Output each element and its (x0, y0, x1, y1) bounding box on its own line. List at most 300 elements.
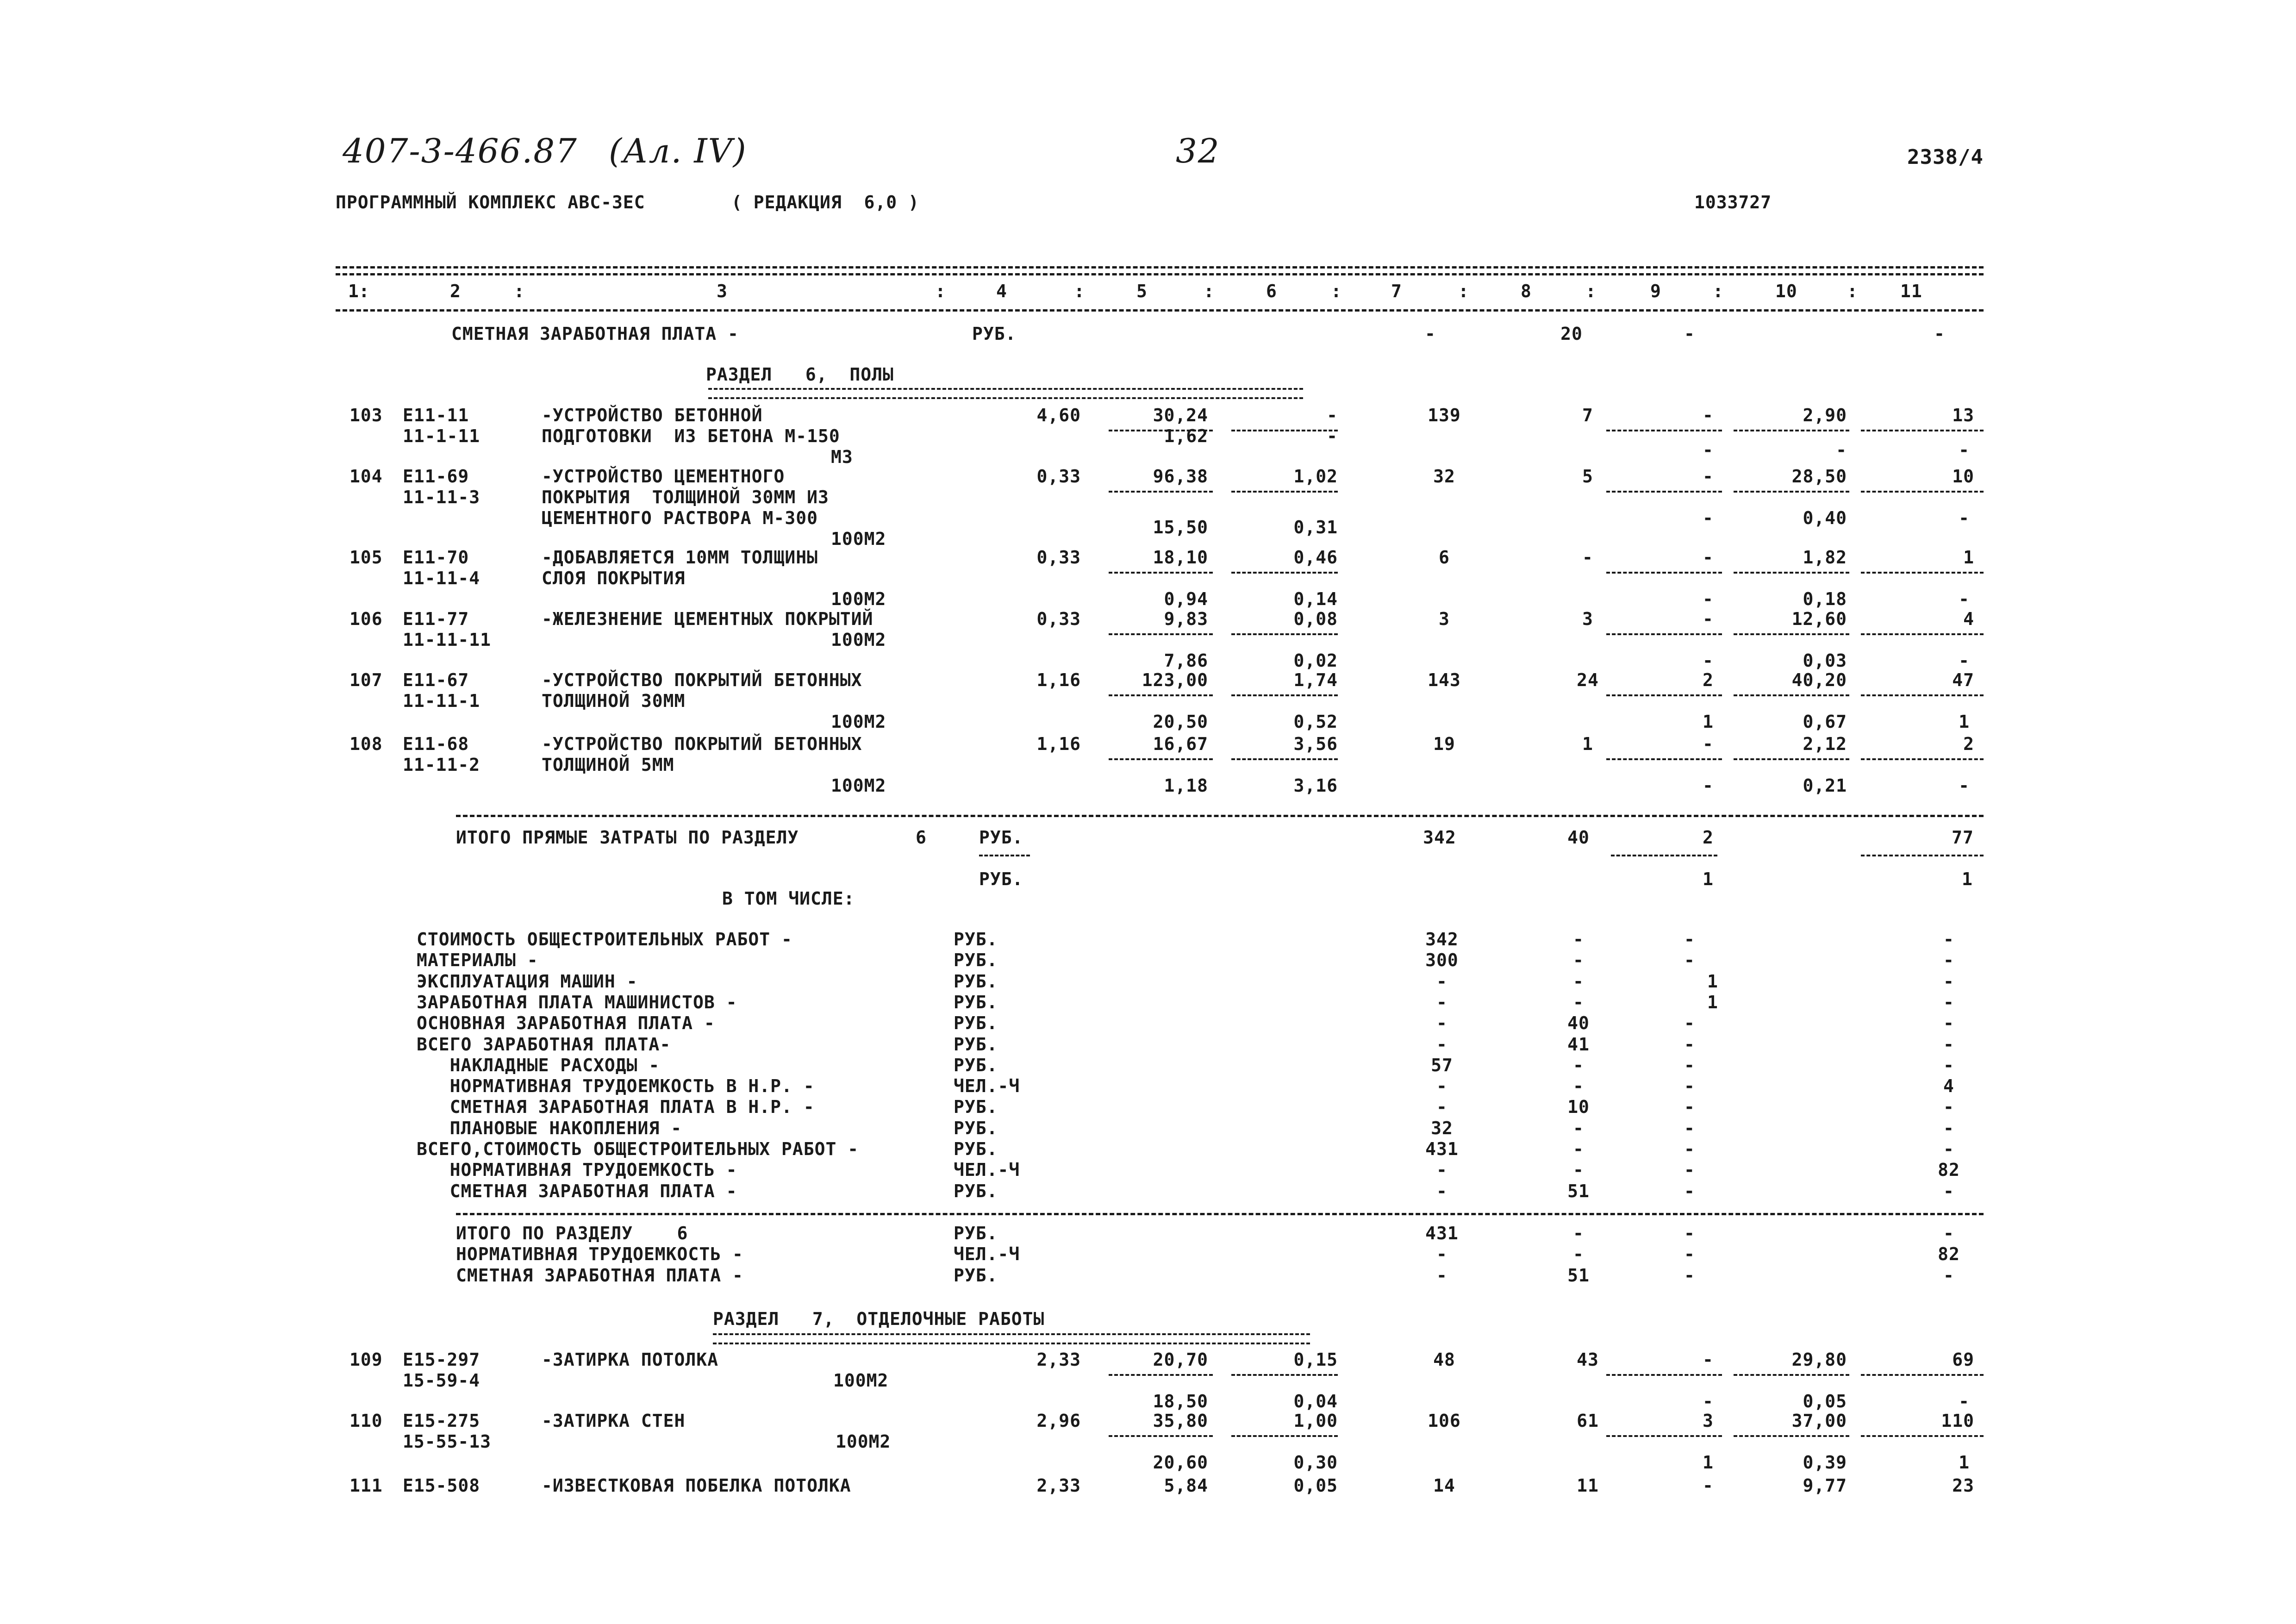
unit-cost-wage: 20,60 (1153, 1452, 1208, 1473)
cell-rule (1109, 572, 1213, 574)
unit-cost-machinist-wage: 0,30 (1293, 1452, 1338, 1473)
row-number: 110 (349, 1411, 383, 1431)
norm-code-ref: 11-11-2 (403, 755, 480, 775)
unit-rule (979, 855, 1030, 856)
unit-cost-machinist-wage: 0,14 (1293, 589, 1338, 609)
total-cost: 14 (1433, 1475, 1455, 1496)
work-description-line: -УСТРОЙСТВО ПОКРЫТИЙ БЕТОННЫХ (542, 734, 862, 754)
total-cost: 32 (1433, 466, 1455, 487)
cell-rule (1606, 430, 1722, 431)
work-description-line: -ЗАТИРКА ПОТОЛКА (542, 1349, 719, 1370)
breakdown-c9: - (1684, 1181, 1695, 1201)
unit-cost-machinist-wage: - (1327, 426, 1338, 446)
labour-machinist-unit: - (1836, 440, 1847, 460)
col-sep: : (1847, 281, 1858, 301)
cell-rule (1231, 758, 1338, 760)
breakdown-unit: РУБ. (954, 992, 998, 1012)
cell-rule (1606, 694, 1722, 696)
breakdown-c11: - (1943, 1181, 1954, 1201)
row-number: 107 (349, 670, 383, 690)
total-cost: 6 (1439, 547, 1450, 568)
total-wage: 1 (1582, 734, 1593, 754)
section-total-unit: РУБ. (954, 1265, 998, 1286)
breakdown-label: ЭКСПЛУАТАЦИЯ МАШИН - (417, 971, 638, 992)
labour-total: 4 (1963, 609, 1974, 629)
total-c11-2: 1 (1962, 869, 1973, 889)
total-c8: 40 (1567, 827, 1590, 848)
breakdown-unit: РУБ. (954, 1097, 998, 1118)
cell-rule (1861, 1435, 1984, 1437)
breakdown-c10: 1 (1707, 992, 1718, 1012)
cell-rule (1606, 572, 1722, 574)
row-number: 104 (349, 466, 383, 487)
cell-rule (1734, 1374, 1849, 1376)
labour-machinist-unit: 0,03 (1803, 650, 1847, 671)
quantity: 0,33 (1036, 466, 1081, 487)
breakdown-c9: - (1684, 1097, 1695, 1118)
cell-rule (1109, 1374, 1213, 1376)
breakdown-label: ЗАРАБОТНАЯ ПЛАТА МАШИНИСТОВ - (417, 992, 737, 1012)
cell-rule (1734, 758, 1849, 760)
col-sep: : (935, 281, 946, 301)
breakdown-c11: - (1943, 1055, 1954, 1075)
quantity: 1,16 (1036, 734, 1081, 754)
col-sep: : (1074, 281, 1085, 301)
section-total-c7: - (1436, 1244, 1447, 1265)
breakdown-c11: 82 (1938, 1160, 1960, 1181)
breakdown-label: ВСЕГО ЗАРАБОТНАЯ ПЛАТА- (417, 1034, 671, 1055)
section-total-c11: 82 (1938, 1244, 1960, 1265)
norm-code-ref: 11-11-11 (403, 630, 492, 650)
unit-cost-machines: - (1327, 405, 1338, 425)
breakdown-c9: - (1684, 1076, 1695, 1097)
work-description-line: ЦЕМЕНТНОГО РАСТВОРА М-300 (542, 508, 818, 528)
machinist-wage: 1 (1703, 1452, 1714, 1473)
cell-rule (1861, 633, 1984, 635)
breakdown-label: СМЕТНАЯ ЗАРАБОТНАЯ ПЛАТА - (417, 1181, 737, 1201)
norm-code-ref: 11-11-4 (403, 568, 480, 588)
breakdown-label: ВСЕГО,СТОИМОСТЬ ОБЩЕСТРОИТЕЛЬНЫХ РАБОТ - (417, 1139, 859, 1159)
breakdown-c11: - (1943, 992, 1954, 1012)
cell-rule (1861, 1374, 1984, 1376)
breakdown-c9: - (1684, 1055, 1695, 1075)
total-machines: - (1703, 466, 1714, 487)
total-cost: 19 (1433, 734, 1455, 754)
labour-machinist-unit: 0,05 (1803, 1391, 1847, 1412)
labour-per-unit: 2,90 (1803, 405, 1847, 425)
breakdown-label: НОРМАТИВНАЯ ТРУДОЕМКОСТЬ - (417, 1160, 737, 1181)
total-section: 6 (916, 827, 927, 848)
section-total-label: СМЕТНАЯ ЗАРАБОТНАЯ ПЛАТА - (456, 1265, 743, 1286)
norm-code-ref: 11-11-1 (403, 691, 480, 711)
breakdown-c11: - (1943, 1139, 1954, 1159)
work-description-line: -ЖЕЛЕЗНЕНИЕ ЦЕМЕНТНЫХ ПОКРЫТИЙ (542, 609, 873, 629)
cell-rule (1861, 694, 1984, 696)
section-total-c9: - (1684, 1244, 1695, 1265)
cell-rule (1734, 491, 1849, 493)
rule-before-total (456, 815, 1984, 817)
labour-machinist-unit: 0,21 (1803, 775, 1847, 796)
unit-cost-machinist-wage: 0,52 (1293, 712, 1338, 732)
unit-cost-machines: 1,74 (1293, 670, 1338, 690)
work-description-line: СЛОЯ ПОКРЫТИЯ (542, 568, 686, 588)
cell-rule (1109, 633, 1213, 635)
breakdown-c11: - (1943, 1118, 1954, 1138)
labour-machinist-total: - (1959, 589, 1970, 609)
col-sep: : (1458, 281, 1469, 301)
labour-per-unit: 29,80 (1791, 1349, 1847, 1370)
measure-unit: 100М2 (836, 1431, 891, 1452)
total-unit: РУБ. (979, 827, 1023, 848)
unit-cost-total: 96,38 (1153, 466, 1208, 487)
breakdown-c11: 4 (1943, 1076, 1954, 1097)
work-description-line: 100М2 (831, 529, 886, 549)
col-head-8: 8 (1521, 281, 1532, 301)
section-total-c7: 431 (1425, 1223, 1459, 1243)
breakdown-c7: - (1436, 1034, 1447, 1055)
row-number: 111 (349, 1475, 383, 1496)
breakdown-c9: - (1684, 1034, 1695, 1055)
norm-code: Е11-77 (403, 609, 469, 629)
total-machines: - (1703, 609, 1714, 629)
unit-cost-machines: 1,02 (1293, 466, 1338, 487)
breakdown-label: ОСНОВНАЯ ЗАРАБОТНАЯ ПЛАТА - (417, 1013, 715, 1034)
labour-machinist-total: - (1959, 508, 1970, 528)
breakdown-unit: РУБ. (954, 1034, 998, 1055)
breakdown-c7: 300 (1425, 950, 1459, 971)
cell-rule (1231, 430, 1338, 431)
including-heading: В ТОМ ЧИСЛЕ: (722, 888, 855, 909)
section-total-c8: 51 (1567, 1265, 1590, 1286)
norm-code-ref: 15-55-13 (403, 1431, 492, 1452)
breakdown-c7: - (1436, 1160, 1447, 1181)
program-edition: ( РЕДАКЦИЯ 6,0 ) (731, 192, 919, 212)
col-head-3: 3 (717, 281, 728, 301)
total-cost: 48 (1433, 1349, 1455, 1370)
work-description-line: 100М2 (831, 589, 886, 609)
total-wage: 3 (1582, 609, 1593, 629)
cell-rule (1606, 633, 1722, 635)
section-7-title: РАЗДЕЛ 7, ОТДЕЛОЧНЫЕ РАБОТЫ (713, 1309, 1045, 1329)
col-head-1: 1 (348, 281, 359, 301)
breakdown-c8: 51 (1567, 1181, 1590, 1201)
col-head-9: 9 (1650, 281, 1661, 301)
doc-code: 407-3-466.87 (343, 131, 578, 170)
work-description-line: 100М2 (831, 775, 886, 796)
total-unit-2: РУБ. (979, 869, 1023, 889)
breakdown-c8: 41 (1567, 1034, 1590, 1055)
unit-cost-total: 35,80 (1153, 1411, 1208, 1431)
cell-rule (1109, 1435, 1213, 1437)
labour-machinist-total: - (1959, 440, 1970, 460)
breakdown-c7: - (1436, 1013, 1447, 1034)
section-total-unit: ЧЕЛ.-Ч (954, 1244, 1020, 1265)
breakdown-c9: - (1684, 929, 1695, 949)
col-head-10: 10 (1775, 281, 1797, 301)
labour-machinist-total: - (1959, 775, 1970, 796)
breakdown-c8: 40 (1567, 1013, 1590, 1034)
total-wage: 24 (1577, 670, 1599, 690)
cell-rule (1861, 491, 1984, 493)
cell-rule (1231, 694, 1338, 696)
breakdown-c8: - (1573, 950, 1584, 971)
norm-code-ref: 15-59-4 (403, 1370, 480, 1391)
section-total-label: НОРМАТИВНАЯ ТРУДОЕМКОСТЬ - (456, 1244, 743, 1265)
breakdown-label: НОРМАТИВНАЯ ТРУДОЕМКОСТЬ В Н.Р. - (417, 1076, 815, 1097)
breakdown-c11: - (1943, 1013, 1954, 1034)
total-c9-2: 1 (1703, 869, 1714, 889)
row-number: 109 (349, 1349, 383, 1370)
breakdown-unit: РУБ. (954, 1139, 998, 1159)
norm-code-ref: 11-11-3 (403, 487, 480, 507)
col-sep: : (1331, 281, 1342, 301)
norm-code-ref: 11-1-11 (403, 426, 480, 446)
c9-rule (1611, 855, 1717, 856)
total-c7: 342 (1423, 827, 1456, 848)
section-total-c11: - (1943, 1223, 1954, 1243)
document-id: 1033727 (1694, 192, 1772, 212)
cell-rule (1861, 572, 1984, 574)
col-sep: : (514, 281, 525, 301)
total-c9: 2 (1703, 827, 1714, 848)
breakdown-unit: ЧЕЛ.-Ч (954, 1076, 1020, 1097)
row-unit: РУБ. (972, 324, 1017, 344)
breakdown-label: ПЛАНОВЫЕ НАКОПЛЕНИЯ - (417, 1118, 682, 1138)
total-wage: 11 (1577, 1475, 1599, 1496)
labour-total: 1 (1963, 547, 1974, 568)
unit-cost-machinist-wage: 3,16 (1293, 775, 1338, 796)
labour-machinist-unit: 0,39 (1803, 1452, 1847, 1473)
breakdown-label: МАТЕРИАЛЫ - (417, 950, 538, 971)
section-7-underline (713, 1333, 1310, 1344)
section-total-c11: - (1943, 1265, 1954, 1286)
cell-c9: - (1684, 324, 1695, 344)
total-cost: 143 (1428, 670, 1461, 690)
breakdown-c8: - (1573, 1118, 1584, 1138)
row-number: 108 (349, 734, 383, 754)
breakdown-unit: ЧЕЛ.-Ч (954, 1160, 1020, 1181)
norm-code: Е11-11 (403, 405, 469, 425)
cell-rule (1109, 758, 1213, 760)
quantity: 2,33 (1036, 1349, 1081, 1370)
unit-cost-wage: 7,86 (1164, 650, 1208, 671)
section-total-c9: - (1684, 1223, 1695, 1243)
total-wage: 5 (1582, 466, 1593, 487)
labour-machinist-total: - (1959, 650, 1970, 671)
unit-cost-machines: 1,00 (1293, 1411, 1338, 1431)
cell-rule (1734, 430, 1849, 431)
machinist-wage: - (1703, 650, 1714, 671)
cell-rule (1109, 491, 1213, 493)
unit-cost-total: 18,10 (1153, 547, 1208, 568)
breakdown-unit: РУБ. (954, 1055, 998, 1075)
labour-per-unit: 37,00 (1791, 1411, 1847, 1431)
breakdown-c11: - (1943, 929, 1954, 949)
quantity: 2,96 (1036, 1411, 1081, 1431)
section-6-underline (708, 388, 1303, 399)
section-6-title: РАЗДЕЛ 6, ПОЛЫ (706, 364, 894, 385)
cell-c8: 20 (1560, 324, 1583, 344)
breakdown-c7: 57 (1431, 1055, 1453, 1075)
breakdown-c10: 1 (1707, 971, 1718, 992)
labour-per-unit: 28,50 (1791, 466, 1847, 487)
breakdown-c8: - (1573, 971, 1584, 992)
unit-cost-machines: 0,05 (1293, 1475, 1338, 1496)
norm-code: Е11-68 (403, 734, 469, 754)
quantity: 2,33 (1036, 1475, 1081, 1496)
breakdown-c7: - (1436, 971, 1447, 992)
unit-cost-machinist-wage: 0,04 (1293, 1391, 1338, 1412)
breakdown-c11: - (1943, 950, 1954, 971)
machinist-wage: - (1703, 508, 1714, 528)
unit-cost-total: 5,84 (1164, 1475, 1208, 1496)
labour-total: 69 (1952, 1349, 1974, 1370)
col-sep: : (1204, 281, 1215, 301)
work-description-line: ПОДГОТОВКИ ИЗ БЕТОНА М-150 (542, 426, 840, 446)
breakdown-c9: - (1684, 1160, 1695, 1181)
breakdown-c8: 10 (1567, 1097, 1590, 1118)
cell-rule (1231, 1374, 1338, 1376)
cell-rule (1734, 633, 1849, 635)
work-description-line: ТОЛЩИНОЙ 30ММ (542, 691, 686, 711)
labour-total: 23 (1952, 1475, 1974, 1496)
breakdown-c8: - (1573, 1160, 1584, 1181)
breakdown-unit: РУБ. (954, 1013, 998, 1034)
cell-rule (1734, 694, 1849, 696)
unit-cost-machines: 0,08 (1293, 609, 1338, 629)
cell-c7: - (1425, 324, 1436, 344)
work-description-line: -УСТРОЙСТВО ЦЕМЕНТНОГО (542, 466, 785, 487)
norm-code: Е11-69 (403, 466, 469, 487)
total-machines: 3 (1703, 1411, 1714, 1431)
total-wage: 61 (1577, 1411, 1599, 1431)
unit-cost-total: 9,83 (1164, 609, 1208, 629)
sheet-ref: 2338/4 (1907, 145, 1984, 169)
machinist-wage: - (1703, 1391, 1714, 1412)
rule-top (336, 266, 1984, 269)
unit-cost-wage: 15,50 (1153, 517, 1208, 537)
machinist-wage: 1 (1703, 712, 1714, 732)
work-description-line: -ЗАТИРКА СТЕН (542, 1411, 686, 1431)
col-head-11: 11 (1900, 281, 1922, 301)
total-cost: 139 (1428, 405, 1461, 425)
total-label: ИТОГО ПРЯМЫЕ ЗАТРАТЫ ПО РАЗДЕЛУ (456, 827, 799, 848)
cell-rule (1861, 430, 1984, 431)
cell-rule (1734, 1435, 1849, 1437)
breakdown-unit: РУБ. (954, 971, 998, 992)
breakdown-c11: - (1943, 1034, 1954, 1055)
breakdown-unit: РУБ. (954, 929, 998, 949)
machinist-wage: - (1703, 775, 1714, 796)
breakdown-label: СТОИМОСТЬ ОБЩЕСТРОИТЕЛЬНЫХ РАБОТ - (417, 929, 792, 949)
labour-per-unit: 1,82 (1803, 547, 1847, 568)
cell-rule (1606, 1374, 1722, 1376)
total-wage: 7 (1582, 405, 1593, 425)
row-label: СМЕТНАЯ ЗАРАБОТНАЯ ПЛАТА - (451, 324, 739, 344)
labour-total: 10 (1952, 466, 1974, 487)
breakdown-c8: - (1573, 992, 1584, 1012)
section-total-c8: - (1573, 1223, 1584, 1243)
rule-before-section-total (456, 1213, 1984, 1215)
work-description-line: -ИЗВЕСТКОВАЯ ПОБЕЛКА ПОТОЛКА (542, 1475, 851, 1496)
quantity: 4,60 (1036, 405, 1081, 425)
labour-total: 47 (1952, 670, 1974, 690)
col-head-7: 7 (1391, 281, 1402, 301)
breakdown-c7: 431 (1425, 1139, 1459, 1159)
total-machines: - (1703, 405, 1714, 425)
breakdown-c9: - (1684, 1013, 1695, 1034)
cell-rule (1606, 1435, 1722, 1437)
album-ref: (Ал. IV) (609, 131, 747, 170)
unit-cost-machinist-wage: 0,02 (1293, 650, 1338, 671)
total-machines: - (1703, 1475, 1714, 1496)
machinist-wage: - (1703, 589, 1714, 609)
total-cost: 3 (1439, 609, 1450, 629)
breakdown-c9: - (1684, 1118, 1695, 1138)
cell-rule (1231, 1435, 1338, 1437)
breakdown-c8: - (1573, 1076, 1584, 1097)
unit-cost-total: 30,24 (1153, 405, 1208, 425)
cell-rule (1109, 694, 1213, 696)
labour-per-unit: 2,12 (1803, 734, 1847, 754)
quantity: 1,16 (1036, 670, 1081, 690)
breakdown-c7: - (1436, 992, 1447, 1012)
col-head-4: 4 (996, 281, 1007, 301)
breakdown-c9: - (1684, 1139, 1695, 1159)
norm-code: Е15-275 (403, 1411, 480, 1431)
col-head-5: 5 (1136, 281, 1148, 301)
breakdown-c7: 32 (1431, 1118, 1453, 1138)
unit-cost-total: 16,67 (1153, 734, 1208, 754)
quantity: 0,33 (1036, 609, 1081, 629)
row-number: 106 (349, 609, 383, 629)
labour-machinist-unit: 0,18 (1803, 589, 1847, 609)
cell-rule (1861, 758, 1984, 760)
labour-machinist-total: 1 (1959, 712, 1970, 732)
machinist-wage: - (1703, 440, 1714, 460)
unit-cost-total: 20,70 (1153, 1349, 1208, 1370)
page-number: 32 (1176, 131, 1220, 170)
unit-cost-wage: 0,94 (1164, 589, 1208, 609)
work-description-line: М3 (831, 447, 853, 467)
section-total-c9: - (1684, 1265, 1695, 1286)
total-machines: - (1703, 1349, 1714, 1370)
work-description-line: 100М2 (831, 630, 886, 650)
total-machines: - (1703, 734, 1714, 754)
c11-rule (1861, 855, 1984, 856)
labour-machinist-total: 1 (1959, 1452, 1970, 1473)
cell-rule (1231, 572, 1338, 574)
work-description-line: -УСТРОЙСТВО ПОКРЫТИЙ БЕТОННЫХ (542, 670, 862, 690)
breakdown-c9: - (1684, 950, 1695, 971)
labour-machinist-unit: 0,40 (1803, 508, 1847, 528)
unit-cost-machines: 3,56 (1293, 734, 1338, 754)
total-wage: 43 (1577, 1349, 1599, 1370)
labour-per-unit: 12,60 (1791, 609, 1847, 629)
col-sep: : (1713, 281, 1724, 301)
program-name: ПРОГРАММНЫЙ КОМПЛЕКС АВС-3ЕС (336, 192, 645, 212)
section-total-label: ИТОГО ПО РАЗДЕЛУ 6 (456, 1223, 688, 1243)
breakdown-label: НАКЛАДНЫЕ РАСХОДЫ - (417, 1055, 660, 1075)
work-description-line: 100М2 (831, 712, 886, 732)
unit-cost-total: 123,00 (1142, 670, 1208, 690)
labour-per-unit: 9,77 (1803, 1475, 1847, 1496)
labour-machinist-total: - (1959, 1391, 1970, 1412)
measure-unit: 100М2 (833, 1370, 889, 1391)
col-head-6: 6 (1266, 281, 1277, 301)
rule-under-header (336, 309, 1984, 312)
breakdown-c11: - (1943, 971, 1954, 992)
